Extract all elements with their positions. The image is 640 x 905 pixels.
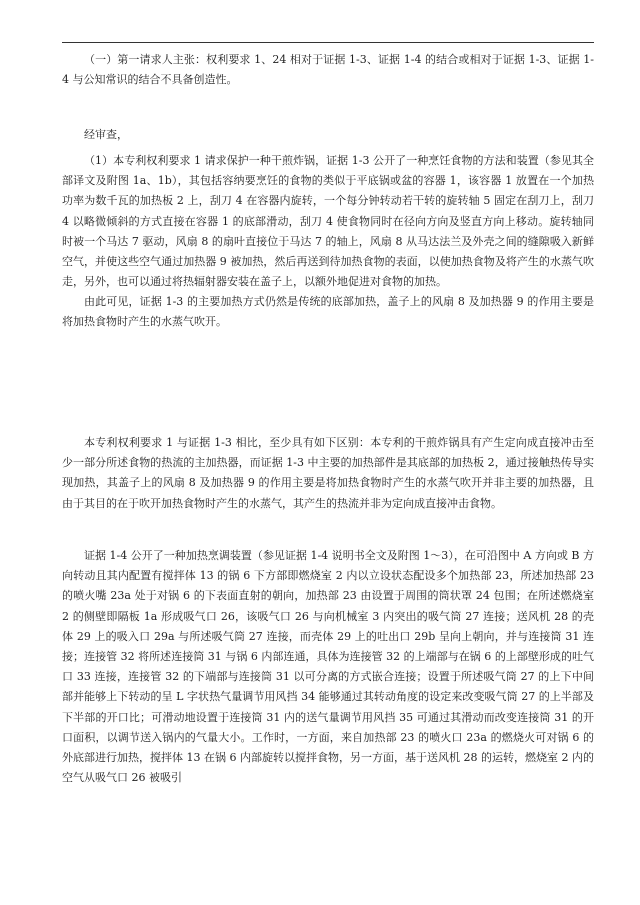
difference-paragraph: 本专利权利要求 1 与证据 1-3 相比，至少具有如下区别：本专利的干煎炸锅具有产生定向成直接冲击至少一部分所述食物的热流的主加热器，而证据 1-3 中主要的加热部件是其底部的加热板 2，通过接触热传导实现加热，其盖子上的风扇 8 及加热器 9 的作用主要是将加热食物时产生的水蒸气吹开并非主要的加热器，且由于其目的在于吹开加热食物时产生的水蒸气，其产生的热流并非为定向成直接冲击食物。 xyxy=(62,436,594,510)
analysis-paragraph-1: （1）本专利权利要求 1 请求保护一种干煎炸锅，证据 1-3 公开了一种烹饪食物的方法和装置（参见其全部译文及附图 1a、1b），其包括容纳要烹饪的食物的类似于平底锅或盆的容器 1，该容器 1 放置在一个加热功率为数千瓦的加热板 2 上，刮刀 4 在容器内旋转，一个每分钟转动若干转的旋转轴 5 固定在刮刀上，刮刀 4 以略微倾斜的方式直接在容器 1 的底部滑动，刮刀 4 使食物同时在径向方向及竖直方向上移动。旋转轴同时被一个马达 7 驱动，风扇 8 的扇叶直接位于马达 7 的轴上，风扇 8 从马达法兰及外壳之间的缝隙吸入新鲜空气，并使这些空气通过加热器 9 被加热，然后再送到待加热食物的表面，以使加热食物及将产生的水蒸气吹走，另外，也可以通过将热辐射器安装在盖子上，以额外地促进对食物的加热。 xyxy=(62,154,598,289)
evidence-1-4-paragraph: 证据 1-4 公开了一种加热烹调装置（参见证据 1-4 说明书全文及附图 1～3），在可沿图中 A 方向或 B 方向转动且其内配置有搅拌体 13 的锅 6 下方部即燃烧室 2 内以立设状态配设多个加热部 23，所述加热部 23 的喷火嘴 23a 处于对锅 6 的下表面直射的朝向，加热部 23 由设置于周围的筒状罩 24 包围；在所述燃烧室 2 的侧壁即隔板 1a 形成吸气口 26，该吸气口 26 与向机械室 3 内突出的吸气筒 27 连接；送风机 28 的壳体 29 上的吸入口 29a 与所述吸气筒 27 连接，而壳体 29 上的吐出口 29b 呈向上朝向，并与连接筒 31 连接；连接管 32 将所述连接筒 31 与锅 6 内部连通，具体为连接管 32 的上端部与在锅 6 的上部壁形成的吐气口 33 连接，连接管 32 的下端部与连接筒 31 以可分离的方式嵌合连接；设置于所述吸气筒 27 的上下中间部并能够上下转动的呈 L 字状热气量调节用风挡 34 能够通过其转动角度的设定来改变吸气筒 27 的上半部及下半部的开口比；可滑动地设置于连接筒 31 内的送气量调节用风挡 35 可通过其滑动而改变连接筒 31 的开口面积，以调节送入锅内的气量大小。工作时，一方面，来自加热部 23 的喷火口 23a 的燃烧火可对锅 6 的外底部进行加热，搅拌体 13 在锅 6 内部旋转以搅拌食物，另一方面，基于送风机 28 的运转，燃烧室 2 内的空气从吸气口 26 被吸引 xyxy=(62,549,598,785)
header-rule xyxy=(62,42,594,43)
analysis-paragraph-2: 由此可见，证据 1-3 的主要加热方式仍然是传统的底部加热，盖子上的风扇 8 及加热器 9 的作用主要是将加热食物时产生的水蒸气吹开。 xyxy=(62,295,594,329)
review-heading: 经审查， xyxy=(84,128,128,141)
claim-paragraph: （一）第一请求人主张：权利要求 1、24 相对于证据 1-3、证据 1-4 的结合或相对于证据 1-3、证据 1-4 与公知常识的结合不具备创造性。 xyxy=(62,53,594,87)
